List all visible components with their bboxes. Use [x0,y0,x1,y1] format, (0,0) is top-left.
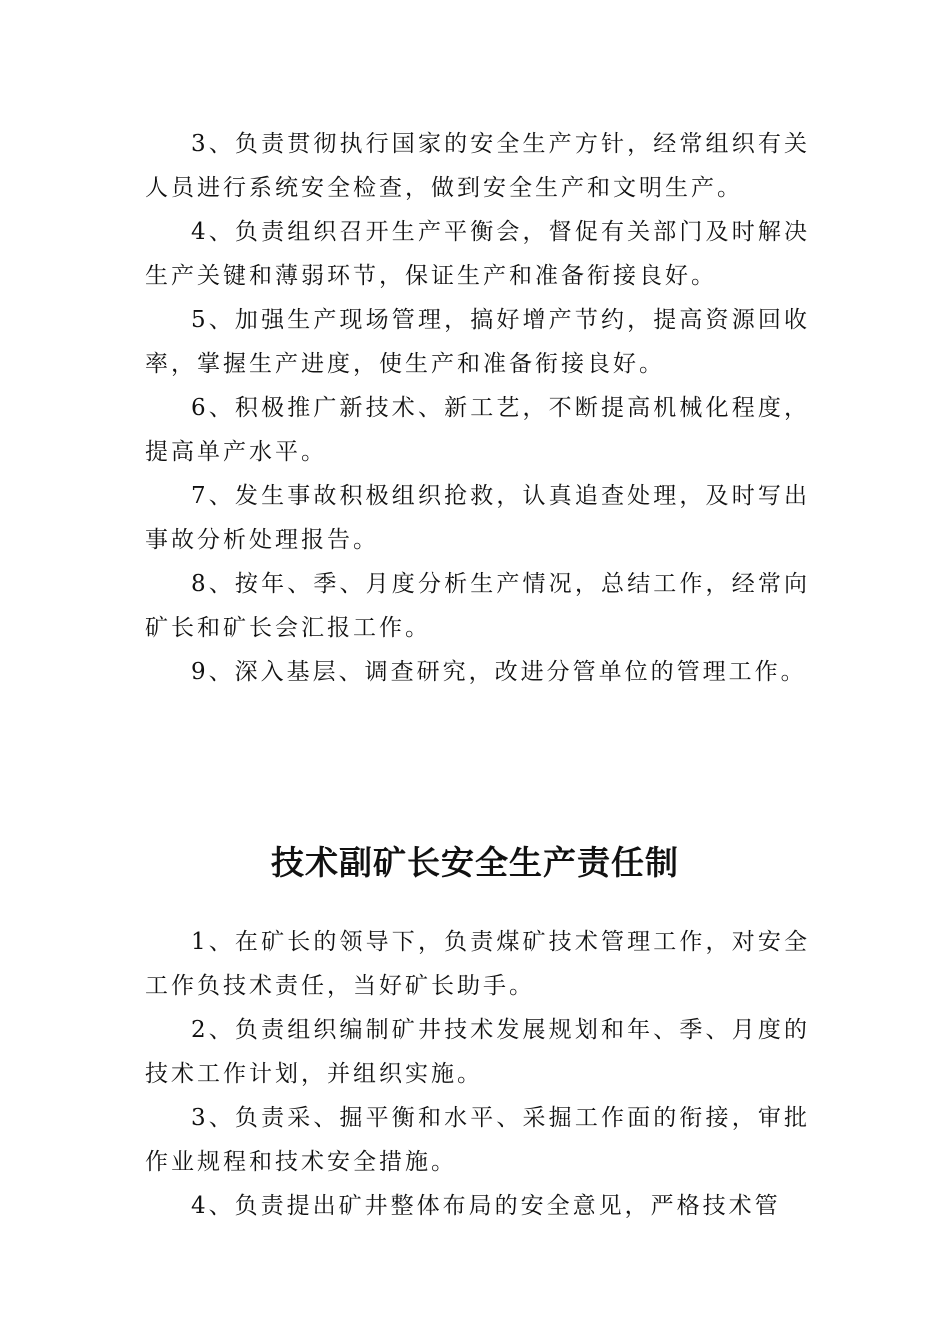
paragraph-item-3: 3、负责贯彻执行国家的安全生产方针，经常组织有关人员进行系统安全检查，做到安全生产和文明生产。 [145,131,810,201]
paragraph-tech-item-2: 2、负责组织编制矿井技术发展规划和年、季、月度的技术工作计划，并组织实施。 [145,1017,810,1087]
section-title: 技术副矿长安全生产责任制 [271,843,679,882]
paragraph-item-4: 4、负责组织召开生产平衡会，督促有关部门及时解决生产关键和薄弱环节，保证生产和准备衔接良好。 [145,219,810,289]
paragraph-tech-item-1: 1、在矿长的领导下，负责煤矿技术管理工作，对安全工作负技术责任，当好矿长助手。 [145,929,810,999]
paragraph-item-6: 6、积极推广新技术、新工艺，不断提高机械化程度，提高单产水平。 [145,395,810,465]
section-technical-duties [145,920,810,1228]
paragraph-item-7: 7、发生事故积极组织抢救，认真追查处理，及时写出事故分析处理报告。 [145,483,810,553]
paragraph-item-8: 8、按年、季、月度分析生产情况，总结工作，经常向矿长和矿长会汇报工作。 [145,571,810,641]
paragraph-item-9: 9、深入基层、调查研究，改进分管单位的管理工作。 [191,659,807,685]
section-production-duties [145,122,810,694]
paragraph-tech-item-4: 4、负责提出矿井整体布局的安全意见，严格技术管 [191,1193,781,1219]
paragraph-item-5: 5、加强生产现场管理，搞好增产节约，提高资源回收率，掌握生产进度，使生产和准备衔接良好。 [145,307,810,377]
paragraph-tech-item-3: 3、负责采、掘平衡和水平、采掘工作面的衔接，审批作业规程和技术安全措施。 [145,1105,810,1175]
